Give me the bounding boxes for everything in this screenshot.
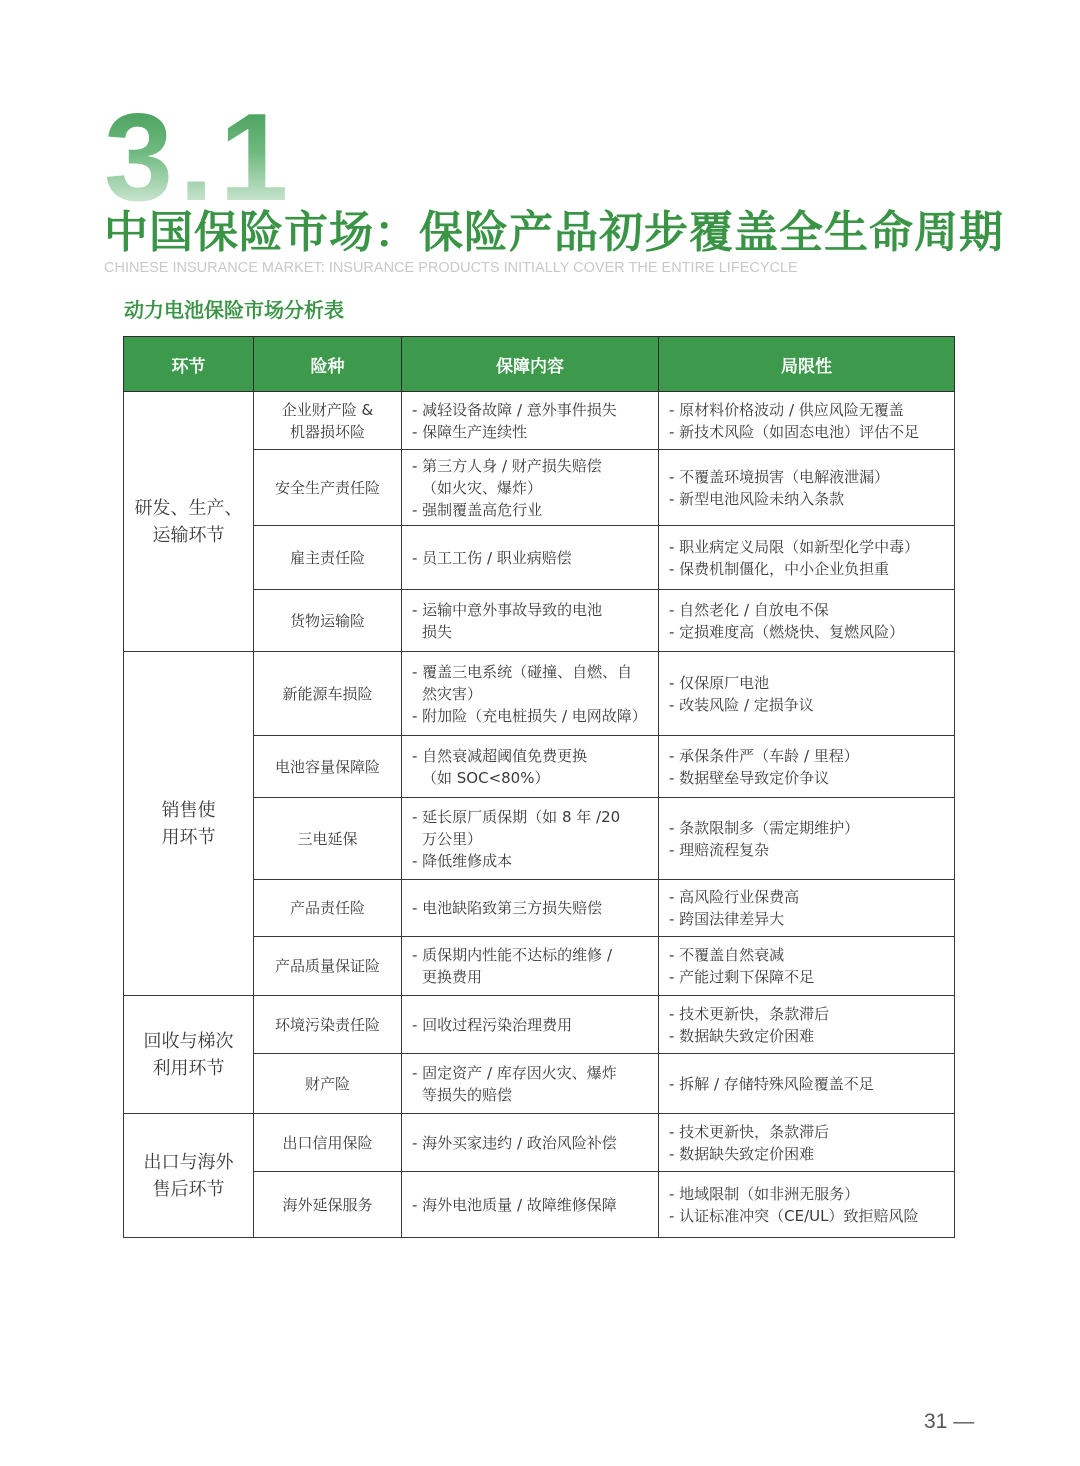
insurance-type-cell — [254, 392, 402, 450]
coverage-line: - 运输中意外事故导致的电池 — [412, 600, 603, 619]
limitation-cell — [659, 392, 955, 450]
insurance-type-label: 企业财产险 & — [281, 400, 374, 419]
coverage-line: （如火灾、爆炸） — [422, 478, 543, 497]
stage-cell — [124, 652, 254, 996]
limitation-cell — [659, 798, 955, 880]
limitation-cell — [659, 450, 955, 526]
coverage-line: 损失 — [422, 622, 453, 641]
insurance-type-cell: 电池容量保障险 — [254, 736, 402, 798]
limitation-cell — [659, 996, 955, 1054]
limitation-line: - 技术更新快，条款滞后 — [669, 1004, 830, 1023]
stage-label: 销售使 — [161, 799, 216, 821]
coverage-line: - 覆盖三电系统（碰撞、自燃、自 — [412, 662, 633, 681]
coverage-line: - 第三方人身 / 财产损失赔偿 — [412, 456, 602, 475]
coverage-line: 然灾害） — [422, 684, 483, 703]
coverage-cell — [402, 392, 659, 450]
stage-label: 回收与梯次 — [143, 1030, 234, 1052]
table-title: 动力电池保险市场分析表 — [124, 298, 344, 322]
limitation-line: - 新技术风险（如固态电池）评估不足 — [669, 422, 920, 441]
insurance-type-cell: 三电延保 — [254, 798, 402, 880]
coverage-cell — [402, 937, 659, 996]
coverage-cell — [402, 1172, 659, 1238]
coverage-line: - 海外买家违约 / 政治风险补偿 — [412, 1133, 617, 1152]
stage-cell — [124, 1114, 254, 1238]
insurance-type-cell: 货物运输险 — [254, 590, 402, 652]
limitation-line: - 数据缺失致定价困难 — [669, 1026, 815, 1045]
coverage-cell — [402, 1114, 659, 1172]
stage-label: 出口与海外 — [143, 1151, 234, 1173]
insurance-type-cell: 环境污染责任险 — [254, 996, 402, 1054]
stage-label: 利用环节 — [152, 1057, 225, 1079]
limitation-line: - 自然老化 / 自放电不保 — [669, 600, 829, 619]
table-row — [124, 1114, 955, 1172]
limitation-cell — [659, 937, 955, 996]
limitation-line: - 改装风险 / 定损争议 — [669, 695, 814, 714]
coverage-cell — [402, 590, 659, 652]
insurance-type-cell: 安全生产责任险 — [254, 450, 402, 526]
limitation-line: - 职业病定义局限（如新型化学中毒） — [669, 537, 920, 556]
insurance-type-cell: 海外延保服务 — [254, 1172, 402, 1238]
limitation-line: - 数据缺失致定价困难 — [669, 1144, 815, 1163]
limitation-line: - 拆解 / 存储特殊风险覆盖不足 — [669, 1074, 874, 1093]
limitation-line: - 新型电池风险未纳入条款 — [669, 489, 845, 508]
limitation-line: - 不覆盖自然衰减 — [669, 946, 785, 964]
stage-cell — [124, 392, 254, 652]
page-subtitle: CHINESE INSURANCE MARKET: INSURANCE PRODUCTS INITIALLY COVER THE ENTIRE LIFECYCLE — [104, 260, 798, 276]
limitation-cell — [659, 1054, 955, 1114]
stage-label: 用环节 — [161, 826, 216, 848]
coverage-cell — [402, 450, 659, 526]
header-limitations: 局限性 — [659, 337, 955, 392]
limitation-cell — [659, 526, 955, 590]
limitation-line: - 不覆盖环境损害（电解液泄漏） — [669, 467, 890, 486]
coverage-line: - 海外电池质量 / 故障维修保障 — [412, 1195, 617, 1214]
limitation-line: - 仅保原厂电池 — [669, 673, 770, 692]
section-number: 3.1 — [104, 89, 295, 227]
coverage-line: （如 SOC<80%） — [422, 768, 550, 787]
table-row — [124, 996, 955, 1054]
coverage-line: - 附加险（充电桩损失 / 电网故障） — [412, 706, 647, 725]
header-stage: 环节 — [124, 337, 254, 392]
insurance-type-cell: 产品质量保证险 — [254, 937, 402, 996]
coverage-cell — [402, 736, 659, 798]
coverage-cell — [402, 880, 659, 937]
limitation-cell — [659, 1172, 955, 1238]
limitation-line: - 高风险行业保费高 — [669, 888, 800, 906]
header-type: 险种 — [254, 337, 402, 392]
coverage-line: - 保障生产连续性 — [412, 422, 528, 441]
limitation-line: - 保费机制僵化，中小企业负担重 — [669, 559, 890, 578]
table-row — [124, 652, 955, 736]
limitation-line: - 数据壁垒导致定价争议 — [669, 768, 830, 787]
coverage-cell — [402, 996, 659, 1054]
stage-label: 研发、生产、 — [134, 497, 243, 519]
limitation-cell — [659, 1114, 955, 1172]
insurance-type-cell: 雇主责任险 — [254, 526, 402, 590]
limitation-cell — [659, 590, 955, 652]
table-header-row — [124, 337, 955, 392]
stage-cell — [124, 996, 254, 1114]
limitation-cell — [659, 652, 955, 736]
limitation-line: - 条款限制多（需定期维护） — [669, 818, 860, 837]
limitation-line: - 地域限制（如非洲无服务） — [669, 1184, 860, 1203]
coverage-cell — [402, 652, 659, 736]
coverage-line: - 延长原厂质保期（如 8 年 /20 — [412, 807, 621, 826]
limitation-line: - 跨国法律差异大 — [669, 910, 785, 928]
page-number: 31 — — [924, 1410, 975, 1433]
insurance-type-cell: 出口信用保险 — [254, 1114, 402, 1172]
limitation-line: - 承保条件严（车龄 / 里程） — [669, 746, 859, 765]
coverage-line: - 质保期内性能不达标的维修 / — [412, 946, 613, 964]
coverage-cell — [402, 526, 659, 590]
stage-label: 售后环节 — [152, 1178, 225, 1200]
coverage-line: - 强制覆盖高危行业 — [412, 500, 543, 519]
limitation-line: - 理赔流程复杂 — [669, 840, 770, 859]
coverage-line: 等损失的赔偿 — [422, 1085, 513, 1104]
table-row — [124, 392, 955, 450]
coverage-line: 万公里） — [422, 829, 483, 848]
limitation-line: - 原材料价格波动 / 供应风险无覆盖 — [669, 400, 904, 419]
limitation-line: - 技术更新快，条款滞后 — [669, 1122, 830, 1141]
limitation-line: - 认证标准冲突（CE/UL）致拒赔风险 — [669, 1206, 919, 1225]
coverage-cell — [402, 1054, 659, 1114]
insurance-type-cell: 财产险 — [254, 1054, 402, 1114]
header-coverage: 保障内容 — [402, 337, 659, 392]
coverage-line: 更换费用 — [422, 968, 483, 986]
stage-label: 运输环节 — [152, 524, 225, 546]
limitation-cell — [659, 880, 955, 937]
coverage-line: - 回收过程污染治理费用 — [412, 1015, 573, 1034]
coverage-line: - 电池缺陷致第三方损失赔偿 — [412, 899, 603, 917]
insurance-analysis-table — [123, 336, 955, 1238]
coverage-cell — [402, 798, 659, 880]
coverage-line: - 自然衰减超阈值免费更换 — [412, 746, 588, 765]
insurance-type-cell: 产品责任险 — [254, 880, 402, 937]
insurance-type-label: 机器损坏险 — [289, 422, 365, 441]
coverage-line: - 减轻设备故障 / 意外事件损失 — [412, 400, 617, 419]
coverage-line: - 降低维修成本 — [412, 851, 513, 870]
limitation-line: - 定损难度高（燃烧快、复燃风险） — [669, 622, 905, 641]
insurance-type-cell: 新能源车损险 — [254, 652, 402, 736]
coverage-line: - 固定资产 / 库存因火灾、爆炸 — [412, 1063, 617, 1082]
limitation-line: - 产能过剩下保障不足 — [669, 968, 815, 986]
page-title: 中国保险市场：保险产品初步覆盖全生命周期 — [104, 207, 1004, 258]
coverage-line: - 员工工伤 / 职业病赔偿 — [412, 548, 572, 567]
limitation-cell — [659, 736, 955, 798]
